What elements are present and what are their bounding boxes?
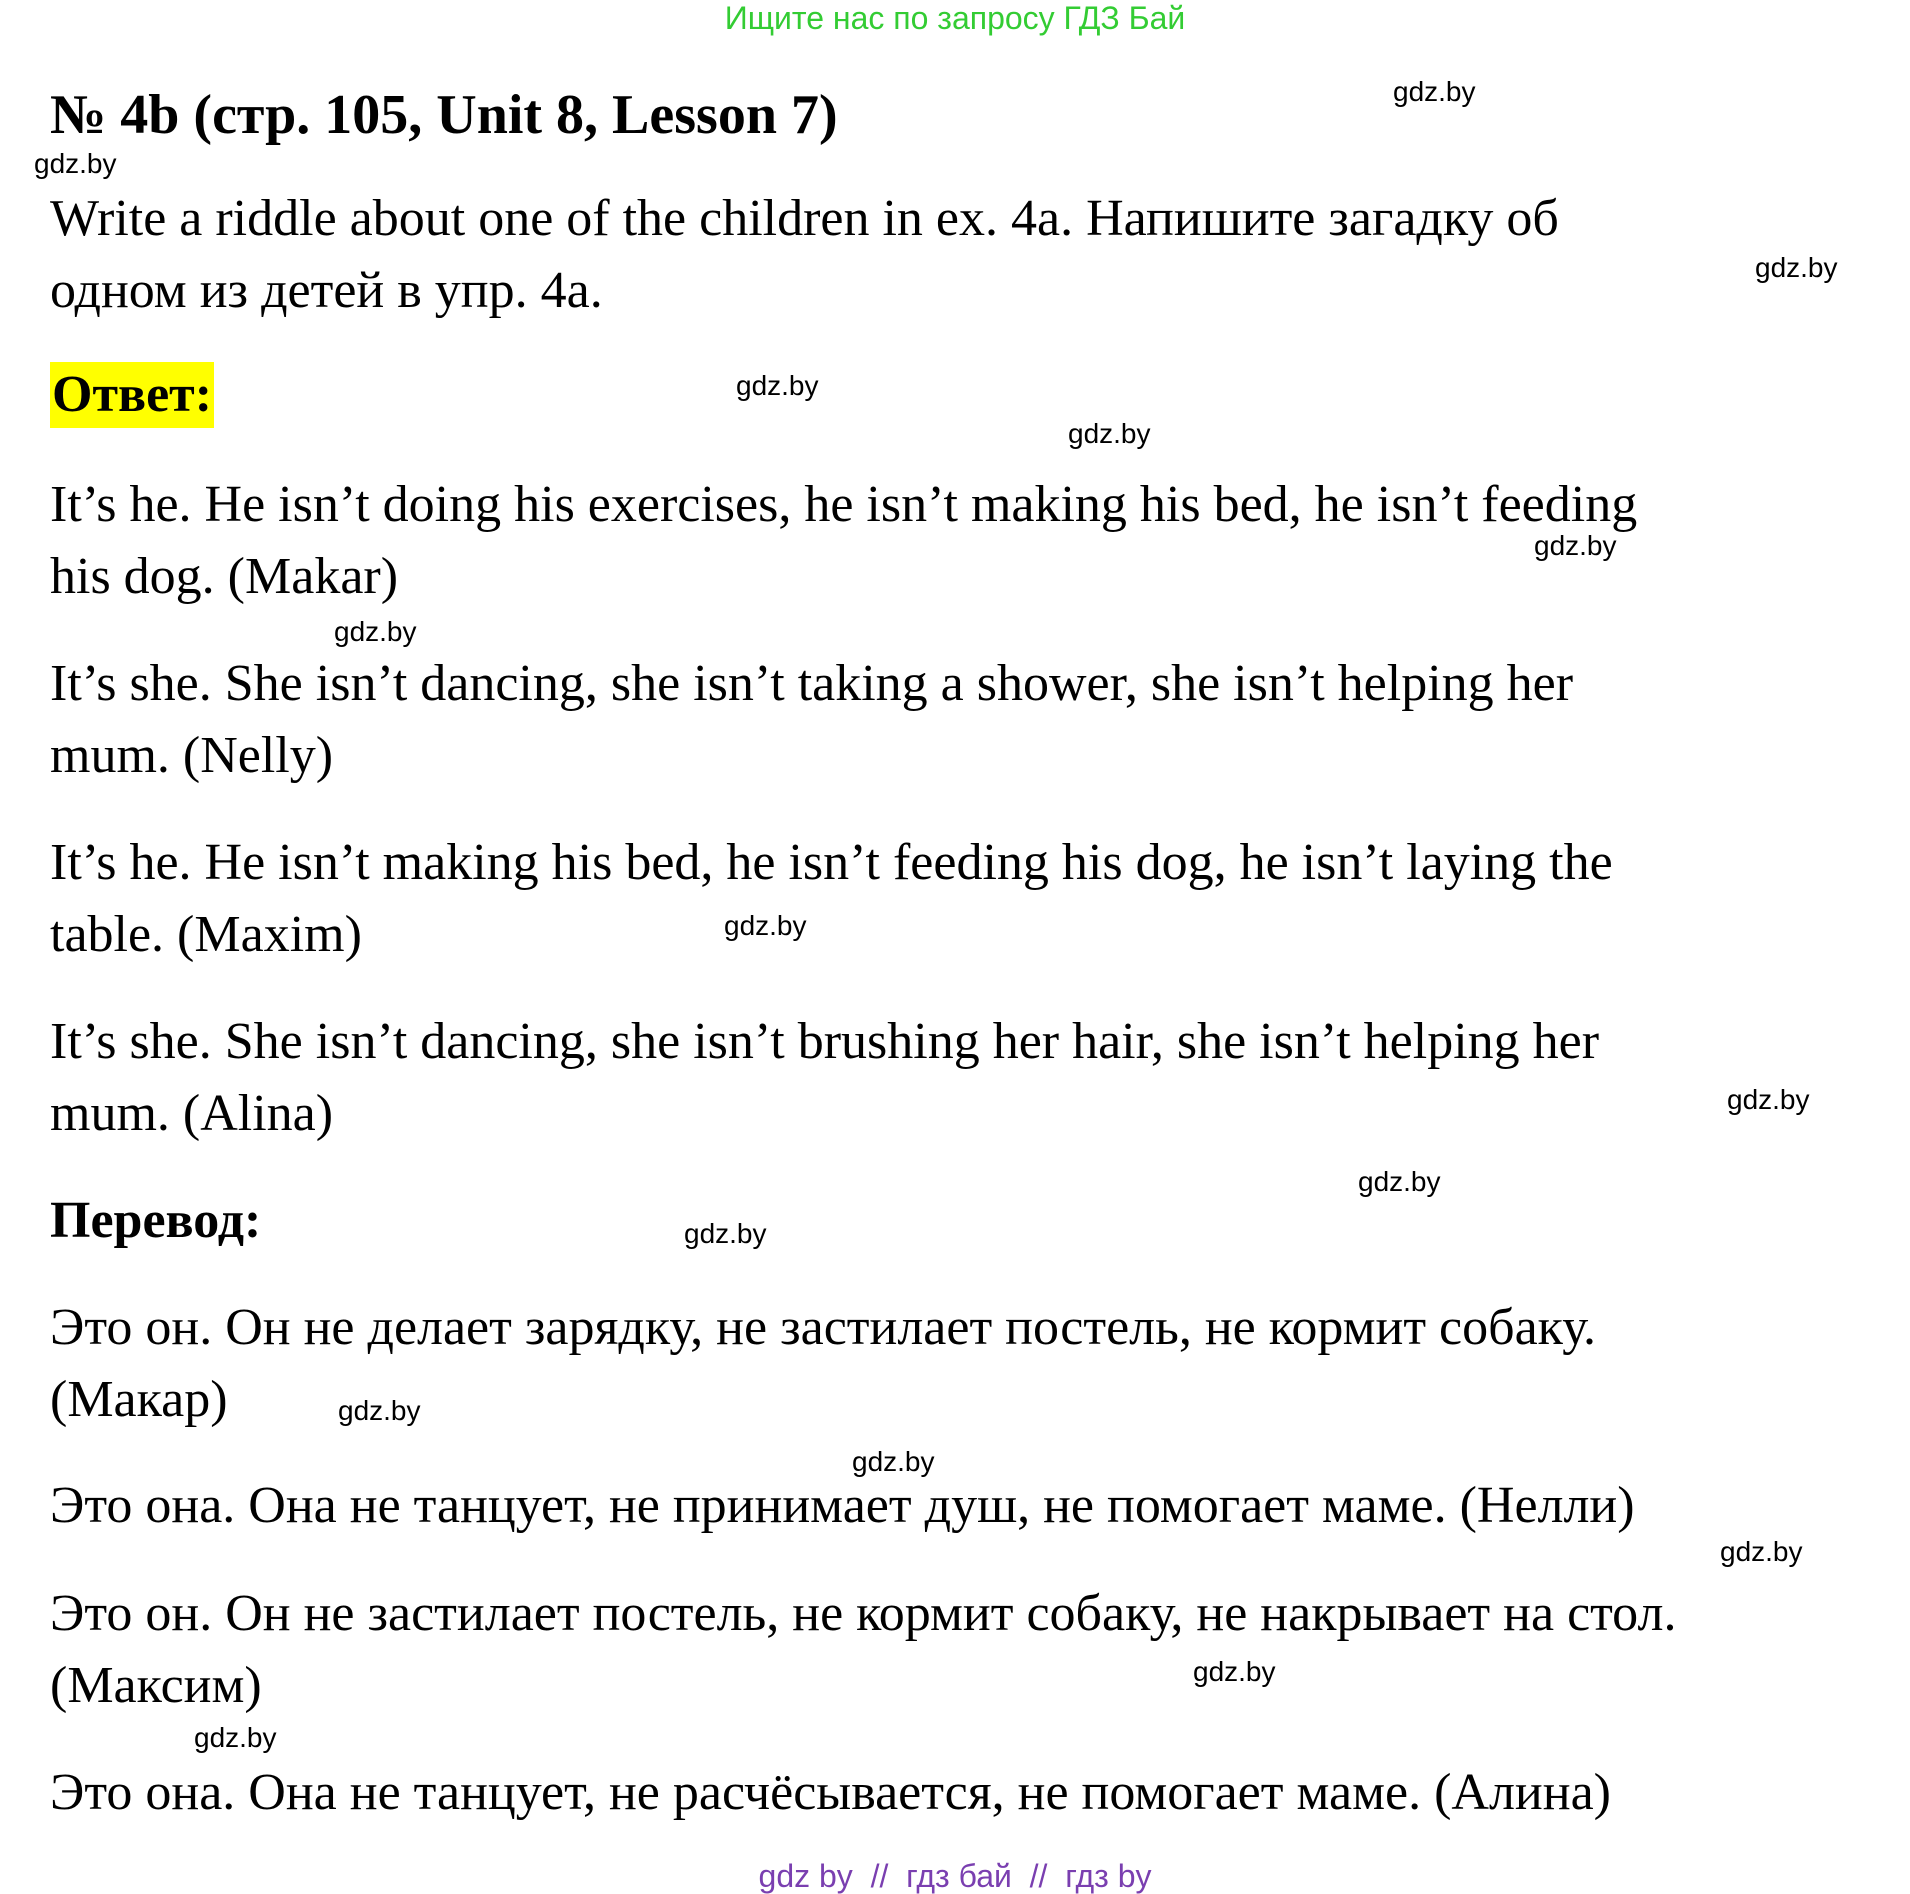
answer-4-line-2: mum. (Alina) xyxy=(50,1085,334,1142)
watermark: gdz.by xyxy=(1068,418,1151,449)
watermark: gdz.by xyxy=(1727,1084,1810,1115)
translation-1-line-2: (Макар) xyxy=(50,1371,228,1428)
translation-3-line-2: (Максим) xyxy=(50,1657,262,1714)
task-text-line-2: одном из детей в упр. 4a. xyxy=(50,262,603,319)
answer-1-line-1: It’s he. He isn’t doing his exercises, he isn’t making his bed, he isn’t feeding xyxy=(50,476,1638,533)
watermark: gdz.by xyxy=(736,370,819,401)
watermark: gdz.by xyxy=(1534,530,1617,561)
watermark: gdz.by xyxy=(338,1395,421,1426)
answer-2-line-1: It’s she. She isn’t dancing, she isn’t taking a shower, she isn’t helping her xyxy=(50,655,1574,712)
watermark: gdz.by xyxy=(724,910,807,941)
task-text-line-1: Write a riddle about one of the children in ex. 4a. Напишите загадку об xyxy=(50,190,1559,247)
watermark: gdz.by xyxy=(684,1218,767,1249)
translation-2-line-1: Это она. Она не танцует, не принимает душ, не помогает маме. (Нелли) xyxy=(50,1477,1635,1534)
footer-links: gdz by // гдз бай // гдз by xyxy=(758,1858,1152,1894)
exercise-title: № 4b (стр. 105, Unit 8, Lesson 7) xyxy=(50,84,838,146)
translation-1-line-1: Это он. Он не делает зарядку, не застилает постель, не кормит собаку. xyxy=(50,1299,1596,1356)
top-banner: Ищите нас по запросу ГДЗ Бай xyxy=(724,0,1186,36)
translation-4-line-1: Это она. Она не танцует, не расчёсывается, не помогает маме. (Алина) xyxy=(50,1764,1611,1821)
watermark: gdz.by xyxy=(334,616,417,647)
answer-4-line-1: It’s she. She isn’t dancing, she isn’t brushing her hair, she isn’t helping her xyxy=(50,1013,1600,1070)
watermark: gdz.by xyxy=(852,1446,935,1477)
watermark: gdz.by xyxy=(1193,1656,1276,1687)
watermark: gdz.by xyxy=(34,148,117,179)
watermark: gdz.by xyxy=(1720,1536,1803,1567)
translation-label: Перевод: xyxy=(50,1192,262,1249)
watermark: gdz.by xyxy=(1755,252,1838,283)
watermark: gdz.by xyxy=(1358,1166,1441,1197)
watermark: gdz.by xyxy=(194,1722,277,1753)
answer-2-line-2: mum. (Nelly) xyxy=(50,727,334,784)
answer-3-line-1: It’s he. He isn’t making his bed, he isn’t feeding his dog, he isn’t laying the xyxy=(50,834,1613,891)
answer-3-line-2: table. (Maxim) xyxy=(50,906,362,963)
translation-3-line-1: Это он. Он не застилает постель, не кормит собаку, не накрывает на стол. xyxy=(50,1585,1677,1642)
watermark: gdz.by xyxy=(1393,76,1476,107)
answer-1-line-2: his dog. (Makar) xyxy=(50,548,399,605)
answer-label: Ответ: xyxy=(50,362,214,428)
